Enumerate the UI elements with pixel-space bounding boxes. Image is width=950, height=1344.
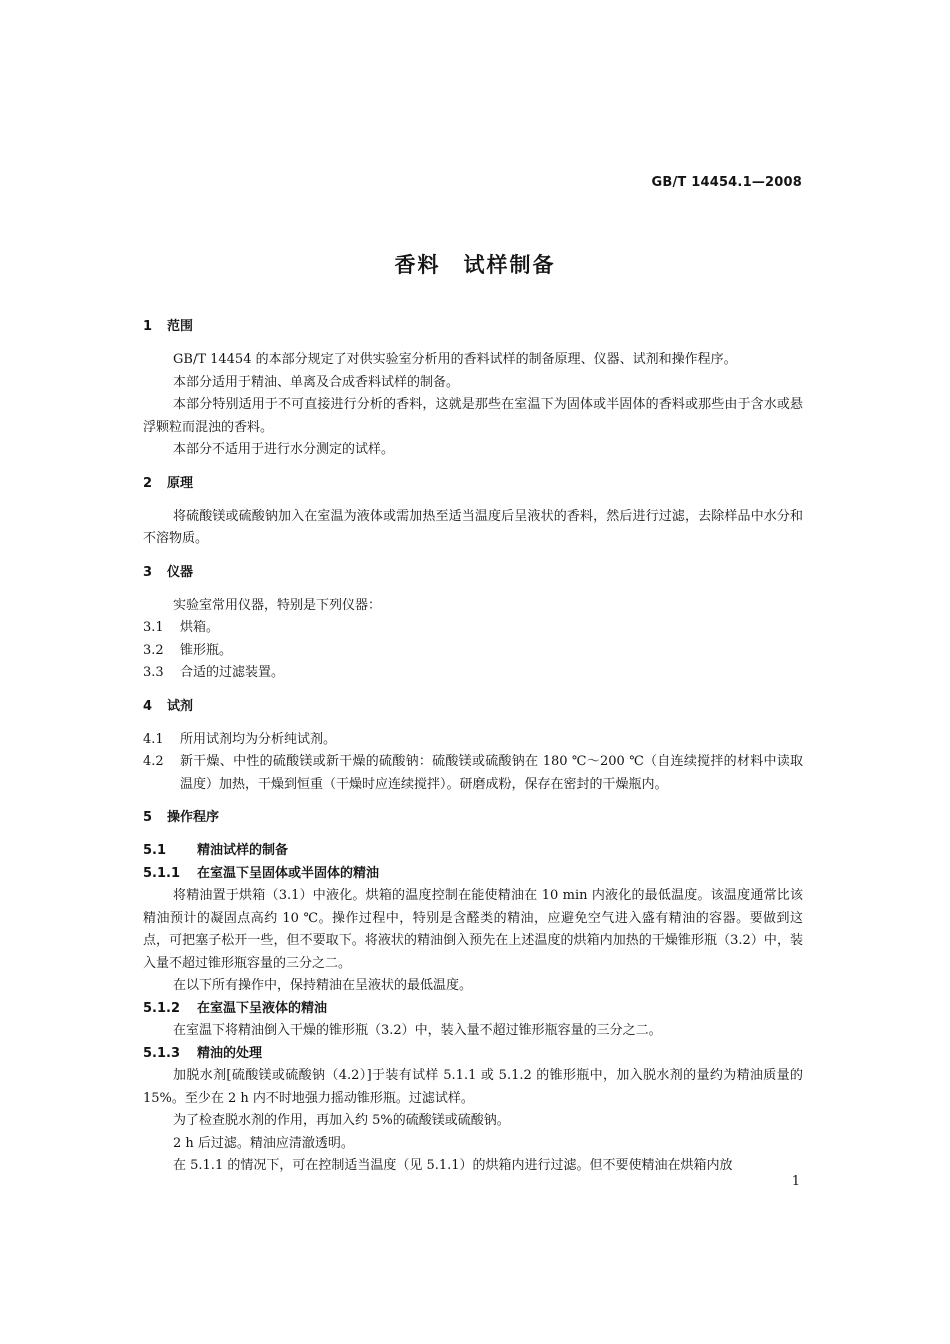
- paragraph: 2 h 后过滤。精油应清澈透明。: [173, 1135, 354, 1151]
- subsection-heading: 5.1.3 精油的处理: [143, 1045, 263, 1061]
- section-heading-reagents: 4 试剂: [143, 698, 194, 714]
- document-title: 香料 试样制备: [394, 253, 556, 277]
- section-heading-scope: 1 范围: [143, 319, 194, 334]
- paragraph: 本部分特别适用于不可直接进行分析的香料，这就是那些在室温下为固体或半固体的香料或那些由于含水或悬浮颗粒而混浊的香料。: [143, 397, 803, 435]
- list-item: 3.2 锥形瓶。: [143, 642, 233, 658]
- paragraph: 在 5.1.1 的情况下，可在控制适当温度（见 5.1.1）的烘箱内进行过滤。但不要使精油在烘箱内放: [173, 1158, 733, 1173]
- paragraph: 本部分适用于精油、单离及合成香料试样的制备。: [173, 374, 460, 390]
- paragraph: 为了检查脱水剂的作用，再加入约 5%的硫酸镁或硫酸钠。: [173, 1113, 510, 1128]
- paragraph: 在室温下将精油倒入干燥的锥形瓶（3.2）中，装入量不超过锥形瓶容量的三分之二。: [173, 1023, 662, 1038]
- paragraph: 加脱水剂[硫酸镁或硫酸钠（4.2）]于装有试样 5.1.1 或 5.1.2 的锥形瓶中，加入脱水剂的量约为精油质量的 15%。至少在 2 h 内不时地强力摇动锥形瓶。过滤试样。: [143, 1068, 803, 1106]
- paragraph: 将硫酸镁或硫酸钠加入在室温为液体或需加热至适当温度后呈液状的香料，然后进行过滤，去除样品中水分和不溶物质。: [143, 508, 803, 546]
- paragraph: 在以下所有操作中，保持精油在呈液状的最低温度。: [173, 978, 473, 993]
- section-heading-principle: 2 原理: [143, 475, 194, 491]
- list-item: 3.1 烘箱。: [143, 620, 220, 635]
- page-number: 1: [791, 1174, 800, 1189]
- subsection-heading: 5.1 精油试样的制备: [143, 843, 289, 858]
- list-item: 4.1 所用试剂均为分析纯试剂。: [143, 731, 337, 747]
- subsection-heading: 5.1.1 在室温下呈固体或半固体的精油: [143, 865, 380, 881]
- section-heading-procedure: 5 操作程序: [143, 810, 220, 825]
- paragraph: GB/T 14454 的本部分规定了对供实验室分析用的香料试样的制备原理、仪器、试剂和操作程序。: [173, 352, 737, 367]
- list-item: 4.2 新干燥、中性的硫酸镁或新干燥的硫酸钠：硫酸镁或硫酸钠在 180 ℃～200 ℃（自连续搅拌的材料中读取温度）加热，干燥到恒重（干燥时应连续搅拌）。研磨成粉，保存在密封的干燥瓶内。: [143, 754, 803, 792]
- list-item: 3.3 合适的过滤装置。: [143, 665, 285, 680]
- standard-code: GB/T 14454.1—2008: [651, 175, 802, 190]
- section-heading-apparatus: 3 仪器: [143, 564, 194, 580]
- paragraph: 本部分不适用于进行水分测定的试样。: [173, 442, 395, 457]
- paragraph: 将精油置于烘箱（3.1）中液化。烘箱的温度控制在能使精油在 10 min 内液化的最低温度。该温度通常比该精油预计的凝固点高约 10 ℃。操作过程中，特别是含醛类的精油，应避免空气进入盛有精油的容器。要做到这点，可把塞子松开一些，但不要取下。将液状的精油倒入预先在上述温度的烘箱内加热的干燥锥形瓶（3.2）中，装入量不超过锥形瓶容量的三分之二。: [143, 888, 803, 971]
- subsection-heading: 5.1.2 在室温下呈液体的精油: [143, 1000, 328, 1016]
- paragraph: 实验室常用仪器，特别是下列仪器：: [173, 597, 382, 613]
- document-body: [143, 316, 803, 1178]
